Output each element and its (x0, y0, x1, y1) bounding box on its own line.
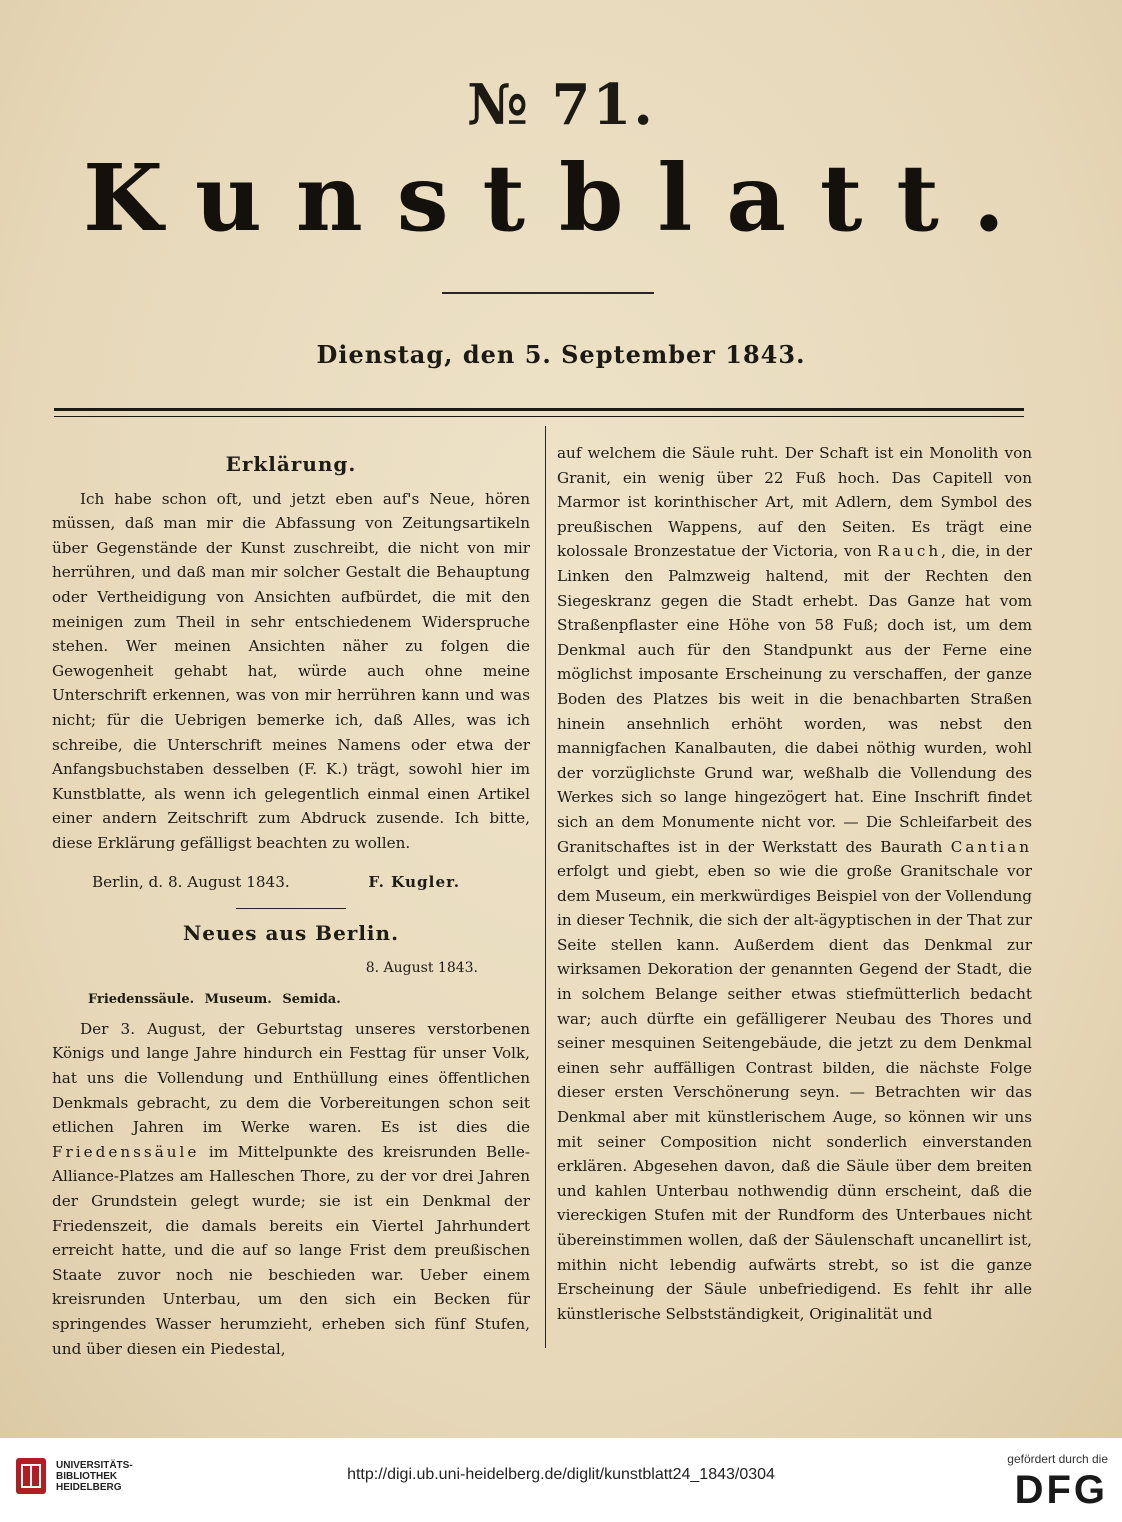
article-body-erklaerung: Ich habe schon oft, und jetzt eben auf's Neue, hören müssen, daß man mir die Abfassung von Zeitungsartikeln über Gegenstände der Kunst zuschreibt, die nicht von mir herrühren, und daß man mir solcher Gestalt die Behauptung oder Vertheidigung von Ansichten aufbürdet, die mit den meinigen zum Theil in sehr entschiedenem Widerspruche stehen. Wer meinen Ansichten näher zu folgen die Gewogenheit gehabt hat, würde auch ohne meine Unterschrift erkennen, was von mir herrühren kann und was nicht; für die Uebrigen bemerke ich, daß Alles, was ich schreibe, die Unterschrift meines Namens oder etwa der Anfangsbuchstaben desselben (F. K.) trägt, sowohl hier im Kunstblatte, als wenn ich gelegentlich einmal einen Artikel einer andern Zeitschrift zum Abdruck zusende. Ich bitte, diese Erklärung gefälligst beachten zu wollen. (52, 489, 530, 852)
spaced-name-rauch: Rauch (877, 542, 942, 561)
library-line: BIBLIOTHEK (56, 1470, 118, 1482)
article-heading-berlin: Neues aus Berlin. (182, 921, 400, 946)
body-text: im Mittelpunkte des kreisrunden Belle-Alliance-Platzes am Halleschen Thore, zu der vor drei Jahren der Grundstein gelegt wurde; sie ist ein Denkmal der Friedenszeit, die damals bereits ein Viertel Jahrhundert erreicht hatte, und die auf so lange Frist dem preußischen Staate zuvor noch nie beschieden war. Ueber einem kreisrunden Unterbau, um den sich ein Becken für springendes Wasser herumzieht, erheben sich fünf Stufen, und über diesen ein Piedestal, (52, 1142, 531, 1358)
header-double-rule-bottom (54, 416, 1024, 417)
signature-line (52, 864, 530, 895)
masthead-title: Kunstblatt. (83, 144, 1039, 252)
library-line: UNIVERSITÄTS- (56, 1459, 133, 1471)
funding-text: gefördert durch die (1007, 1452, 1108, 1466)
library-line: HEIDELBERG (56, 1481, 122, 1493)
article-body-continued (557, 441, 1032, 1326)
article-date: 8. August 1843. (365, 959, 478, 976)
body-text: Der 3. August, der Geburtstag unseres verstorbenen Königs und lange Jahre hindurch ein Festtag für unser Volk, hat uns die Vollendung und Enthüllung eines öffentlichen Denkmals gebracht, zu dem die Vorbereitungen schon seit etlichen Jahren im Werke waren. Es ist dies die (52, 1019, 530, 1137)
funding-credit (1007, 1452, 1108, 1510)
body-text: auf welchem die Säule ruht. Der Schaft ist ein Monolith von Granit, ein wenig über 22 Fuß hoch. Das Capitell von Marmor ist korinthischer Art, mit Adlern, dem Symbol des preußischen Wappens, auf den Seiten. Es trägt eine kolossale Bronzestatue der Victoria, von (557, 444, 1032, 561)
dfg-logo[interactable]: DFG (1014, 1468, 1108, 1512)
right-column (557, 441, 1032, 1326)
section-rule (236, 908, 346, 909)
article-body-berlin (52, 1017, 530, 1361)
digital-url[interactable]: http://digi.ub.uni-heidelberg.de/diglit/kunstblatt24_1843/0304 (347, 1466, 775, 1483)
masthead-rule (442, 292, 654, 294)
body-text: erfolgt und giebt, eben so wie die große Granitschale vor dem Museum, ein merkwürdiges Beispiel von der Vollendung in dieser Technik, die sich der alt-ägyptischen in der That zur Seite stellen kann. Außerdem dient das Denkmal zur wirksamen Dekoration der genannten Gegend der Stadt, die in solchem Belange seither etwas stiefmütterlich bedacht war; auch dürfte ein gefälligerer Neubau des Thores und seiner mesquinen Seitengebäude, die jetzt zu dem Denkmal einen sehr auffälligen Contrast bilden, die nächste Folge dieser ersten Verschönerung seyn. — Betrachten wir das Denkmal aber mit künstlerischem Auge, so können wir uns mit seiner Composition nicht sonderlich einverstanden erklären. Abgesehen davon, daß die Säule über dem breiten und kahlen Unterbau nothwendig dünn erscheint, daß die viereckigen Stufen mit der Rundform des Unterbaues nicht übereinstimmen wollen, daß der Säulenschaft uncanellirt ist, mithin nicht lebendig aufwärts strebt, so ist die ganze Erscheinung der Säule unbefriedigend. Es fehlt ihr alle künstlerische Selbstständigkeit, Originalität und (557, 862, 1032, 1323)
column-divider (545, 426, 546, 1348)
signature-place-date: Berlin, d. 8. August 1843. (92, 872, 290, 891)
header-double-rule-top (54, 408, 1024, 411)
issue-number: № 71. (467, 72, 655, 138)
article-subjects: Friedenssäule. Museum. Semida. (88, 992, 341, 1008)
spaced-name-cantian: Cantian (950, 837, 1032, 856)
article-heading-erklaerung: Erklärung. (225, 452, 357, 476)
dateline: Dienstag, den 5. September 1843. (316, 340, 806, 369)
body-text: , die, in der Linken den Palmzweig haltend, mit der Rechten den Siegeskranz gegen die Stadt erhebt. Das Ganze hat vom Straßenpflaster eine Höhe von 58 Fuß; doch ist, um dem Denkmal auch für den Standpunkt aus der Ferne eine möglichst imposante Erscheinung zu verschaffen, der ganze Boden des Platzes bis weit in die benachbarten Straßen hinein ansehnlich erhöht worden, was nebst den mannigfachen Kanalbauten, die dabei nöthig wurden, wohl der vorzüglichste Grund war, weßhalb die Vollendung des Werkes sich so lange hingezögert hat. Eine Inschrift findet sich an dem Monumente nicht vor. — Die Schleifarbeit des Granitschaftes ist in der Werkstatt des Baurath (557, 542, 1032, 856)
signature-name: F. Kugler. (368, 872, 460, 891)
left-column (52, 440, 530, 1361)
spaced-word: Friedenssäule (52, 1142, 200, 1161)
